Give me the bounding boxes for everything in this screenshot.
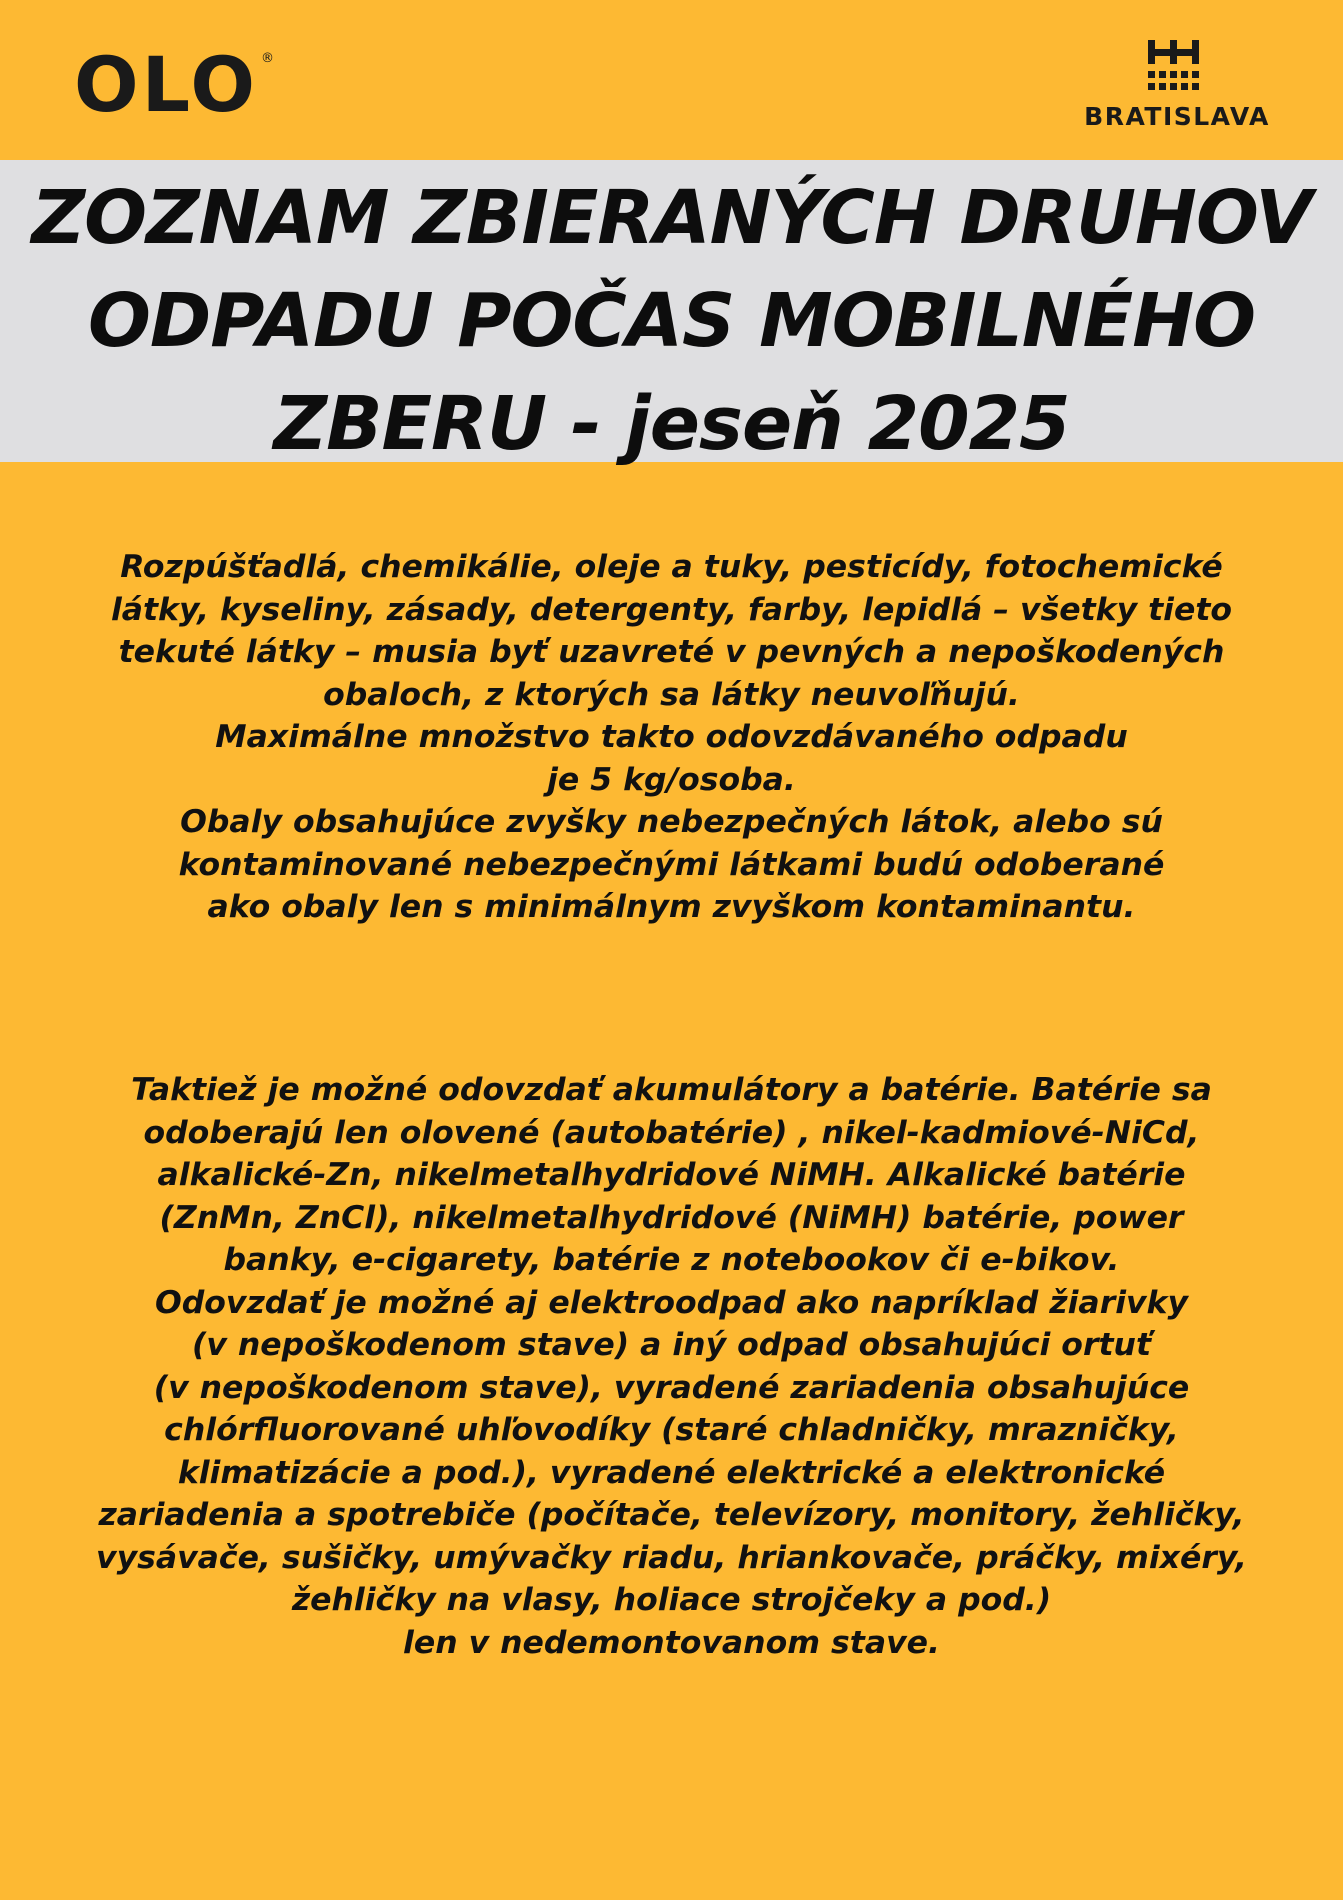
text-line: (v nepoškodenom stave), vyradené zariadenia obsahujúce — [153, 1369, 1190, 1406]
text-line: Obaly obsahujúce zvyšky nebezpečných látok, alebo sú — [180, 804, 1163, 840]
text-line: alkalické-Zn, nikelmetalhydridové NiMH. Alkalické batérie — [157, 1157, 1186, 1193]
text-line: tekuté látky – musia byť uzavreté v pevných a nepoškodených — [118, 634, 1225, 670]
title-line-2: ODPADU POČAS MOBILNÉHO — [87, 278, 1256, 364]
text-line: Odovzdať je možné aj elektroodpad ako napríklad žiarivky — [154, 1284, 1189, 1321]
bratislava-logo — [1062, 40, 1292, 130]
text-line: je 5 kg/osoba. — [547, 761, 796, 798]
page-title — [0, 160, 1343, 476]
title-line-1: ZOZNAM ZBIERANÝCH DRUHOV — [31, 175, 1312, 261]
text-line: chlórfluorované uhľovodíky (staré chladničky, mrazničky, — [164, 1412, 1179, 1448]
text-line: žehličky na vlasy, holiace strojčeky a pod.) — [291, 1582, 1052, 1618]
text-line: odoberajú len olovené (autobatérie) , nikel-kadmiové-NiCd, — [143, 1114, 1200, 1151]
bratislava-logo-text: BRATISLAVA — [1084, 102, 1270, 131]
bratislava-emblem-icon — [1147, 40, 1207, 92]
text-line: klimatizácie a pod.), vyradené elektrické a elektronické — [177, 1454, 1166, 1491]
paragraph-batteries-electronics — [0, 1069, 1343, 1664]
text-line: Maximálne množstvo takto odovzdávaného odpadu — [215, 719, 1128, 755]
text-line: látky, kyseliny, zásady, detergenty, farby, lepidlá – všetky tieto — [110, 591, 1233, 628]
registered-mark: ® — [260, 51, 274, 66]
text-line: ako obaly len s minimálnym zvyškom kontaminantu. — [207, 889, 1136, 925]
text-line: kontaminované nebezpečnými látkami budú odoberané — [178, 846, 1165, 883]
paragraph-hazardous-liquids — [0, 546, 1343, 929]
text-line: vysávače, sušičky, umývačky riadu, hriankovače, práčky, mixéry, — [96, 1539, 1247, 1576]
text-line: (ZnMn, ZnCl), nikelmetalhydridové (NiMH) batérie, power — [159, 1199, 1184, 1236]
text-line: len v nedemontovanom stave. — [403, 1624, 940, 1661]
text-line: obaloch, z ktorých sa látky neuvoľňujú. — [323, 676, 1020, 713]
text-line: (v nepoškodenom stave) a iný odpad obsahujúci ortuť — [191, 1327, 1152, 1363]
title-line-3: ZBERU - jeseň 2025 — [273, 381, 1070, 467]
olo-logo — [74, 40, 274, 129]
olo-logo-text: OLO — [74, 40, 258, 129]
text-line: Taktiež je možné odovzdať akumulátory a batérie. Batérie sa — [131, 1072, 1212, 1108]
text-line: banky, e-cigarety, batérie z notebookov či e-bikov. — [223, 1242, 1120, 1278]
text-line: Rozpúšťadlá, chemikálie, oleje a tuky, pesticídy, fotochemické — [120, 549, 1223, 585]
text-line: zariadenia a spotrebiče (počítače, televízory, monitory, žehličky, — [98, 1497, 1245, 1533]
